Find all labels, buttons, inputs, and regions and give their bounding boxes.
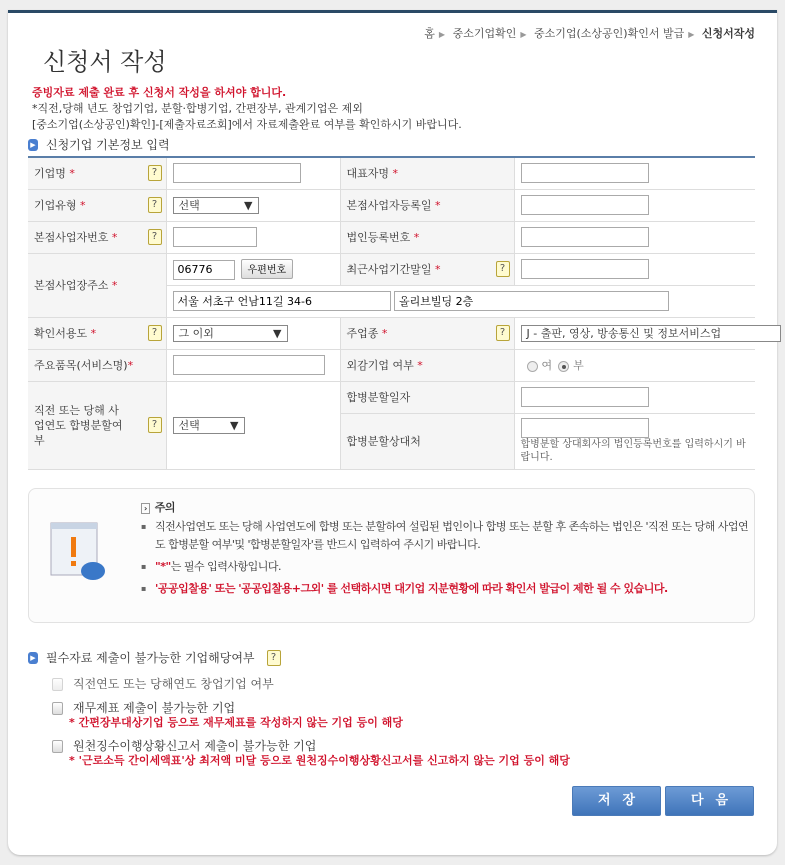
breadcrumb-item[interactable]: 중소기업확인 (452, 27, 517, 40)
next-button[interactable]: 다음 (665, 786, 754, 816)
warning-window-icon (47, 519, 111, 589)
checkbox[interactable] (52, 740, 63, 753)
main-product-input[interactable] (173, 355, 325, 375)
basic-info-form (28, 156, 755, 470)
dropdown-arrow-icon: ▼ (273, 326, 282, 340)
help-icon[interactable]: ? (148, 197, 162, 213)
label-corp-reg-no: 법인등록번호 * (340, 221, 514, 253)
section-title: 신청기업 기본정보 입력 (46, 138, 170, 152)
label-company-type: 기업유형 * ? (28, 189, 166, 221)
caution-item: ▪ '공공입찰용' 또는 '공공입찰용+그외' 를 선택하시면 대기업 지분현황에 따라 확인서 발급이 제한 될 수 있습니다. (141, 580, 749, 598)
help-icon[interactable]: ? (496, 325, 510, 341)
industry-select[interactable]: J - 출판, 영상, 방송통신 및 정보서비스업 (521, 325, 781, 342)
caution-box (28, 488, 755, 623)
breadcrumb-current: 신청서작성 (701, 27, 755, 40)
hq-biz-no-input[interactable] (173, 227, 257, 247)
notice (32, 85, 462, 133)
company-name-input[interactable] (173, 163, 301, 183)
company-type-select[interactable]: 선택 ▼ (173, 197, 259, 214)
caution-item: ▪ "*"는 필수 입력사항입니다. (141, 558, 749, 576)
label-merge: 직전 또는 당해 사업연도 합병분할여부 ? (28, 381, 166, 469)
dropdown-arrow-icon: ▼ (244, 198, 253, 212)
checkbox[interactable] (52, 702, 63, 715)
dropdown-arrow-icon: ▼ (230, 418, 239, 432)
breadcrumb-item[interactable]: 중소기업(소상공인)확인서 발급 (533, 27, 685, 40)
section-exempt (28, 649, 281, 667)
label-merge-date: 합병분할일자 (340, 381, 514, 413)
audit-yes-label: 여 (541, 359, 553, 372)
merge-partner-input[interactable] (521, 418, 649, 438)
checkbox[interactable] (52, 678, 63, 691)
audit-no-label: 부 (573, 359, 584, 372)
zip-input[interactable] (173, 260, 235, 280)
caution-item: ▪ 직전사업연도 또는 당해 사업연도에 합병 또는 분할하여 설립된 법인이나 합병 또는 분할 후 존속하는 법인은 '직전 또는 당해 사업연도 합병분할 여부'및 '합병분할일자'를 반드시 입력하여 주시기 바랍니다. (141, 518, 749, 554)
breadcrumb-home[interactable]: 홈 (424, 27, 435, 40)
audit-yes-radio[interactable] (527, 361, 538, 372)
breadcrumb: 홈 ▶ 중소기업확인 ▶ 중소기업(소상공인)확인서 발급 ▶ 신청서작성 (424, 27, 755, 40)
label-merge-partner: 합병분할상대처 (340, 413, 514, 469)
hq-reg-date-input[interactable] (521, 195, 649, 215)
label-hq-address: 본점사업장주소 * (28, 253, 166, 317)
check-startup[interactable]: 직전연도 또는 당해연도 창업기업 여부 (52, 677, 274, 692)
label-audit: 외감기업 여부 * (340, 349, 514, 381)
merge-partner-help: 합병분할 상대회사의 법인등록번호를 입력하시기 바랍니다. (520, 439, 746, 463)
check-withholding[interactable]: 원천징수이행상황신고서 제출이 불가능한 기업 * '근로소득 간이세액표'상 최저액 미달 등으로 원천징수이행상황신고서를 신고하지 않는 기업 등이 해당 (52, 739, 570, 768)
address-detail-input[interactable] (394, 291, 669, 311)
main-card (8, 10, 777, 855)
label-hq-reg-date: 본점사업자등록일 * (340, 189, 514, 221)
label-ceo-name: 대표자명 * (340, 157, 514, 189)
audit-no-radio[interactable] (558, 361, 569, 372)
section-bullet-icon: ▶ (28, 139, 38, 151)
corp-reg-no-input[interactable] (521, 227, 649, 247)
notice-line: [중소기업(소상공인)확인]-[제출자료조회]에서 자료제출완료 여부를 확인하시기 바랍니다. (32, 118, 462, 131)
label-hq-biz-no: 본점사업자번호 * ? (28, 221, 166, 253)
notice-line: *직전,당해 년도 창업기업, 분할·합병기업, 간편장부, 관계기업은 제외 (32, 102, 363, 115)
merge-select[interactable]: 선택 ▼ (173, 417, 245, 434)
notice-warning: 증빙자료 제출 완료 후 신청서 작성을 하셔야 합니다. (32, 86, 287, 99)
address-input[interactable] (173, 291, 391, 311)
help-icon[interactable]: ? (496, 261, 510, 277)
caution-title: › 주의 (141, 499, 749, 518)
ceo-name-input[interactable] (521, 163, 649, 183)
label-last-period: 최근사업기간말일 * ? (340, 253, 514, 285)
page-title: 신청서 작성 (43, 48, 167, 76)
last-period-input[interactable] (521, 259, 649, 279)
label-company-name: 기업명 * ? (28, 157, 166, 189)
merge-date-input[interactable] (521, 387, 649, 407)
arrow-icon: › (141, 503, 150, 514)
help-icon[interactable]: ? (148, 165, 162, 181)
label-industry: 주업종 * ? (340, 317, 514, 349)
section-bullet-icon: ▶ (28, 652, 38, 664)
purpose-select[interactable]: 그 이외 ▼ (173, 325, 288, 342)
check-financial[interactable]: 재무제표 제출이 불가능한 기업 * 간편장부대상기업 등으로 재무제표를 작성하지 않는 기업 등이 해당 (52, 701, 403, 730)
label-purpose: 확인서용도 * ? (28, 317, 166, 349)
help-icon[interactable]: ? (267, 650, 281, 666)
zip-search-button[interactable]: 우편번호 (241, 259, 294, 279)
help-icon[interactable]: ? (148, 229, 162, 245)
label-main-product: 주요품목(서비스명)* (28, 349, 166, 381)
help-icon[interactable]: ? (148, 325, 162, 341)
section-basic-info (28, 138, 170, 152)
section-title: 필수자료 제출이 불가능한 기업해당여부 (46, 651, 255, 665)
save-button[interactable]: 저장 (572, 786, 661, 816)
help-icon[interactable]: ? (148, 417, 162, 433)
